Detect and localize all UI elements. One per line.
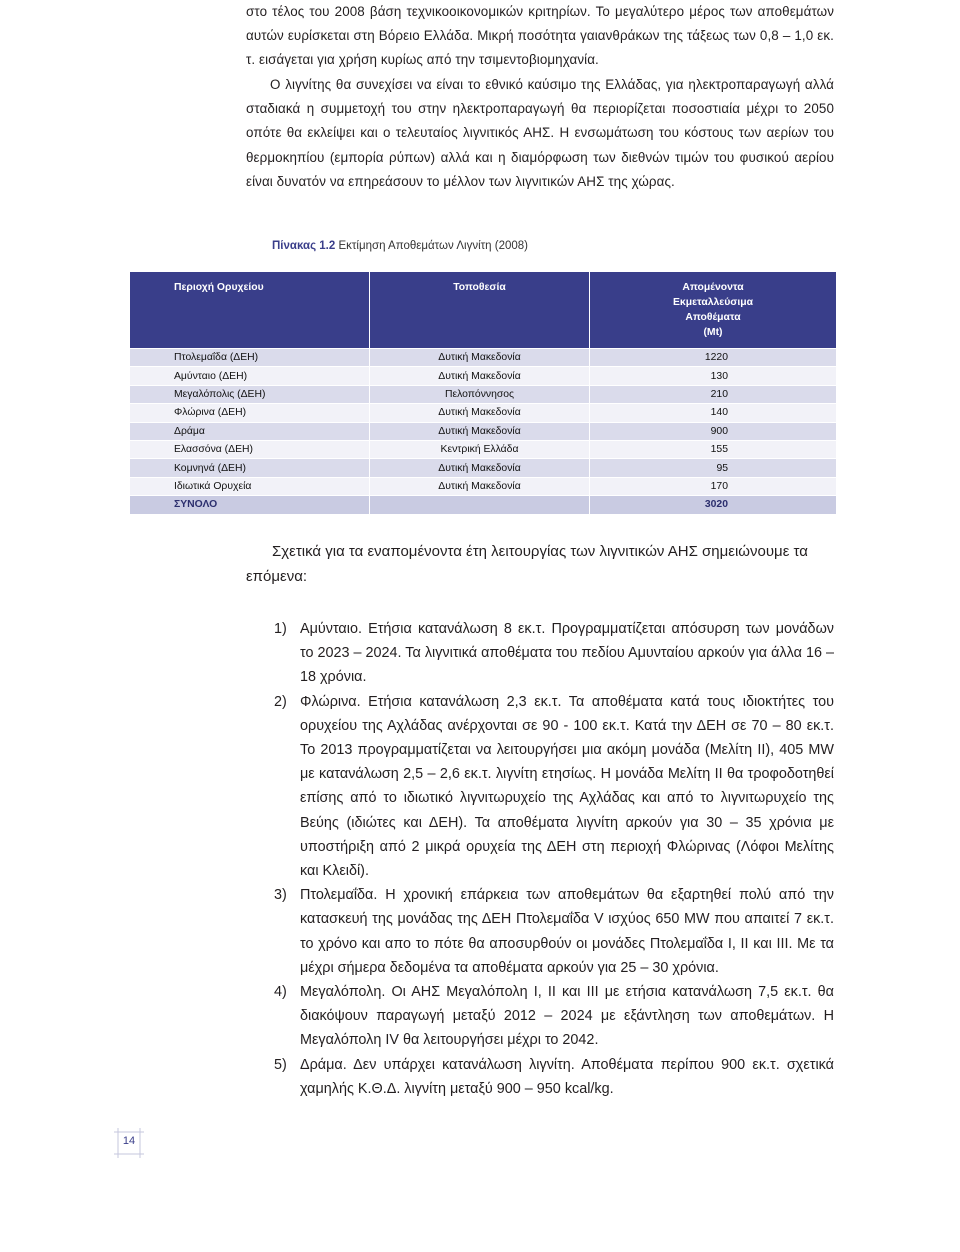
table-row [130,349,837,367]
cell-value: 95 [590,459,837,477]
paragraph-continuation: στο τέλος του 2008 βάση τεχνικοοικονομικών κριτηρίων. Το μεγαλύτερο μέρος των αποθεμάτων αυτών ευρίσκεται στη Βόρειο Ελλάδα. Μικρή ποσότητα γαιανθράκων της τάξεως των 0,8 – 1,0 εκ. τ. εισάγεται για χρήση κυρίως από την τσιμεντοβιομηχανία. [246,4,834,68]
list-item [246,1053,834,1101]
list-item-number: 2) [274,693,287,710]
list-intro: Σχετικά για τα εναπομένοντα έτη λειτουργίας των λιγνιτικών ΑΗΣ σημειώνουμε τα επόμενα: [246,543,808,585]
list-item [246,617,834,690]
list-item-number: 5) [274,1056,287,1073]
list-item-text: Πτολεμαΐδα. Η χρονική επάρκεια των αποθεμάτων θα εξαρτηθεί πολύ από την κατασκευή της μονάδας της ΔΕΗ Πτολεμαΐδα V ισχύος 650 MW που απαιτεί 7 εκ.τ. το χρόνο και απο το πότε θα αποσυρθούν οι μονάδες Πτολεμαΐδα Ι, ΙΙ και ΙΙΙ. Με τα μέχρι σήμερα δεδομένα τα αποθέματα αρκούν για 25 – 30 χρόνια. [300,887,834,976]
page-number: 14 [122,1135,136,1147]
cell-area: Δράμα [130,422,370,440]
plant-notes-list [246,617,834,1101]
header-area: Περιοχή Ορυχείου [130,272,370,349]
cell-value: 140 [590,404,837,422]
header-reserves-line4: (Mt) [703,327,723,338]
table-row [130,459,837,477]
list-item [246,980,834,1053]
list-item-text: Μεγαλόπολη. Οι ΑΗΣ Μεγαλόπολη Ι, ΙΙ και ΙΙΙ με ετήσια κατανάλωση 7,5 εκ.τ. θα διακόψουν παραγωγή μεταξύ 2012 – 2024 με εξάντληση των αποθεμάτων. Η Μεγαλόπολη IV θα λειτουργήσει μέχρι το 2042. [300,984,834,1049]
cell-location: Δυτική Μακεδονία [370,459,590,477]
cell-value: 210 [590,385,837,403]
cell-value: 1220 [590,349,837,367]
total-label: ΣΥΝΟΛΟ [130,496,370,514]
table-row [130,404,837,422]
page-number-badge [114,1128,144,1158]
header-reserves-line3: Αποθέματα [685,312,741,323]
list-item [246,883,834,980]
table-row [130,477,837,495]
table-row [130,440,837,458]
list-item-number: 4) [274,984,287,1001]
list-item-number: 1) [274,621,287,637]
cell-value: 155 [590,440,837,458]
list-item-text: Δράμα. Δεν υπάρχει κατανάλωση λιγνίτη. Αποθέματα περίπου 900 εκ.τ. σχετικά χαμηλής Κ.Θ.Δ. λιγνίτη μεταξύ 900 – 950 kcal/kg. [300,1056,834,1097]
cell-location: Δυτική Μακεδονία [370,422,590,440]
cell-location: Κεντρική Ελλάδα [370,440,590,458]
list-item-text: Φλώρινα. Ετήσια κατανάλωση 2,3 εκ.τ. Τα αποθέματα κατά τους ιδιοκτήτες του ορυχείου της Αχλάδας ανέρχονται σε 90 - 100 εκ.τ. Κατά την ΔΕΗ σε 70 – 80 εκ.τ. Το 2013 προγραμματίζεται να λειτουργήσει μια ακόμη μονάδα (Μελίτη ΙΙ), 405 MW με κατανάλωση 2,5 – 2,6 εκ.τ. λιγνίτη ετησίως. Η μονάδα Μελίτη ΙΙ θα τροφοδοτηθεί επίσης από το ιδιωτικό λιγνιτωρυχείο της Αχλάδας και από το λιγνιτωρυχείο της Βεύης (ιδιώτες και ΔΕΗ). Τα αποθέματα λιγνίτη αρκούν για 30 – 35 χρόνια με υποστήριξη από 2 μικρά ορυχεία της ΔΕΗ στη περιοχή Φλώρινας (Λόφοι Μελίτης και Κλειδί). [300,693,834,880]
total-value: 3020 [590,496,837,514]
table-caption [272,240,528,252]
cell-location: Δυτική Μακεδονία [370,349,590,367]
paragraph-lignite-outlook: Ο λιγνίτης θα συνεχίσει να είναι το εθνικό καύσιμο της Ελλάδας, για ηλεκτροπαραγωγή αλλά σταδιακά η συμμετοχή του στην ηλεκτροπαραγωγή θα περιορίζεται ποσοστιαία μέχρι το 2050 οπότε θα εκλείψει και ο τελευταίος λιγνιτικός ΑΗΣ. Η ενσωμάτωση του κόστους των αερίων του θερμοκηπίου (εμπορία ρύπων) αλλά και η διαμόρφωση των διεθνών τιμών του φυσικού αερίου είναι δυνατόν να επηρεάσουν το μέλλον των λιγνιτικών ΑΗΣ της χώρας. [246,77,834,189]
cell-location: Δυτική Μακεδονία [370,477,590,495]
table-row [130,385,837,403]
cell-area: Ελασσόνα (ΔΕΗ) [130,440,370,458]
cell-area: Κομνηνά (ΔΕΗ) [130,459,370,477]
lignite-reserves-table [129,271,837,515]
table-row [130,367,837,385]
table-total-row [130,496,837,514]
header-reserves [590,272,837,349]
table-header-row [130,272,837,349]
cell-area: Φλώρινα (ΔΕΗ) [130,404,370,422]
cell-location: Δυτική Μακεδονία [370,367,590,385]
list-item-number: 3) [274,887,287,904]
cell-area: Αμύνταιο (ΔΕΗ) [130,367,370,385]
cell-location: Δυτική Μακεδονία [370,404,590,422]
list-item-text: Αμύνταιο. Ετήσια κατανάλωση 8 εκ.τ. Προγραμματίζεται απόσυρση των μονάδων το 2023 – 2024. Τα λιγνιτικά αποθέματα του πεδίου Αμυνταίου αρκούν για άλλα 16 – 18 χρόνια. [300,621,834,686]
table-caption-text: Εκτίμηση Αποθεμάτων Λιγνίτη (2008) [338,240,529,252]
header-location: Τοποθεσία [370,272,590,349]
total-empty-cell [370,496,590,514]
cell-value: 170 [590,477,837,495]
table-caption-number: Πίνακας 1.2 [272,240,336,252]
header-reserves-line1: Απομένοντα [682,282,744,293]
cell-area: Ιδιωτικά Ορυχεία [130,477,370,495]
cell-value: 130 [590,367,837,385]
list-item [246,690,834,884]
cell-location: Πελοπόννησος [370,385,590,403]
cell-value: 900 [590,422,837,440]
table-row [130,422,837,440]
cell-area: Μεγαλόπολις (ΔΕΗ) [130,385,370,403]
header-reserves-line2: Εκμεταλλεύσιμα [672,297,754,308]
cell-area: Πτολεμαΐδα (ΔΕΗ) [130,349,370,367]
